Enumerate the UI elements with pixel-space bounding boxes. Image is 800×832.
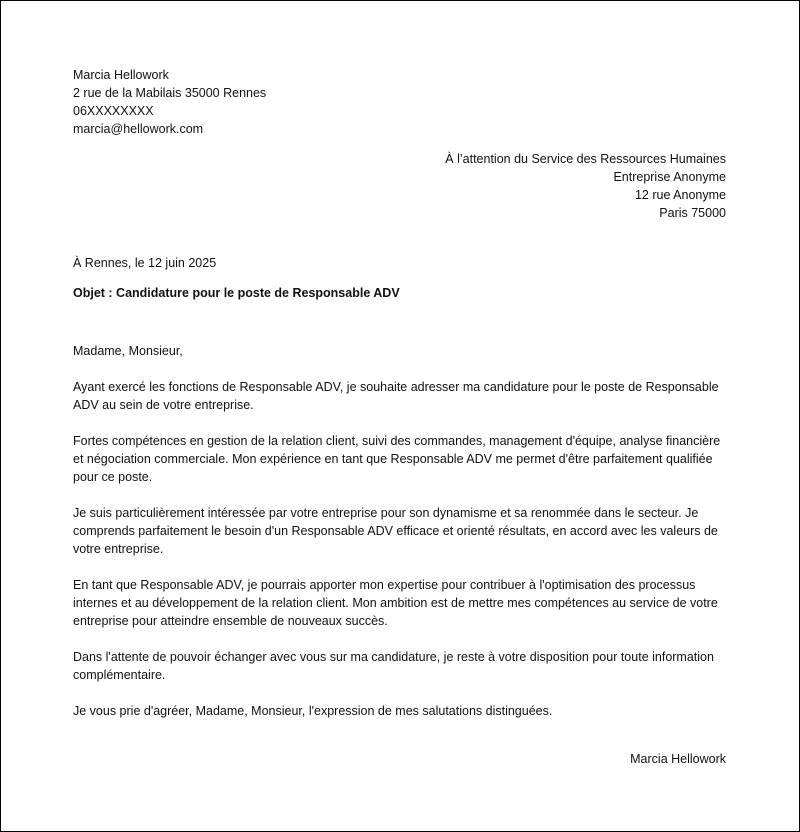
closing-paragraph: Je vous prie d'agréer, Madame, Monsieur, l'expression de mes salutations distinguées. xyxy=(73,704,553,718)
body-paragraph: Ayant exercé les fonctions de Responsable ADV, je souhaite adresser ma candidature pour le poste de Responsable ADV au sein de votre entreprise. xyxy=(73,380,719,412)
sender-email: marcia@hellowork.com xyxy=(73,122,204,136)
body-paragraph: En tant que Responsable ADV, je pourrais apporter mon expertise pour contribuer à l'optimisation des processus internes et au développement de la relation client. Mon ambition est de mettre mes compétences au service de votre entreprise pour atteindre ensemble de nouveaux succès. xyxy=(73,578,718,628)
recipient-block xyxy=(445,150,726,222)
subject-line: Objet : Candidature pour le poste de Responsable ADV xyxy=(73,286,400,300)
recipient-city: Paris 75000 xyxy=(659,206,726,220)
body-paragraph: Dans l'attente de pouvoir échanger avec vous sur ma candidature, je reste à votre disposition pour toute information complémentaire. xyxy=(73,650,714,682)
sender-block xyxy=(73,66,266,138)
salutation: Madame, Monsieur, xyxy=(73,344,183,358)
body-paragraph: Fortes compétences en gestion de la relation client, suivi des commandes, management d'équipe, analyse financière et négociation commerciale. Mon expérience en tant que Responsable ADV me permet d'être parfaitement qualifiée pour ce poste. xyxy=(73,434,721,484)
sender-phone: 06XXXXXXXX xyxy=(73,104,154,118)
body-paragraph: Je suis particulièrement intéressée par votre entreprise pour son dynamisme et sa renommée dans le secteur. Je comprends parfaitement le besoin d'un Responsable ADV efficace et orienté résultats, en accord avec les valeurs de votre entreprise. xyxy=(73,506,718,556)
recipient-company: Entreprise Anonyme xyxy=(613,170,726,184)
date-line: À Rennes, le 12 juin 2025 xyxy=(73,256,217,270)
sender-address: 2 rue de la Mabilais 35000 Rennes xyxy=(73,86,267,100)
recipient-street: 12 rue Anonyme xyxy=(634,188,726,202)
signature: Marcia Hellowork xyxy=(630,752,726,766)
sender-name: Marcia Hellowork xyxy=(73,68,169,82)
recipient-attention: À l’attention du Service des Ressources Humaines xyxy=(445,152,726,166)
letter-body xyxy=(73,342,731,738)
